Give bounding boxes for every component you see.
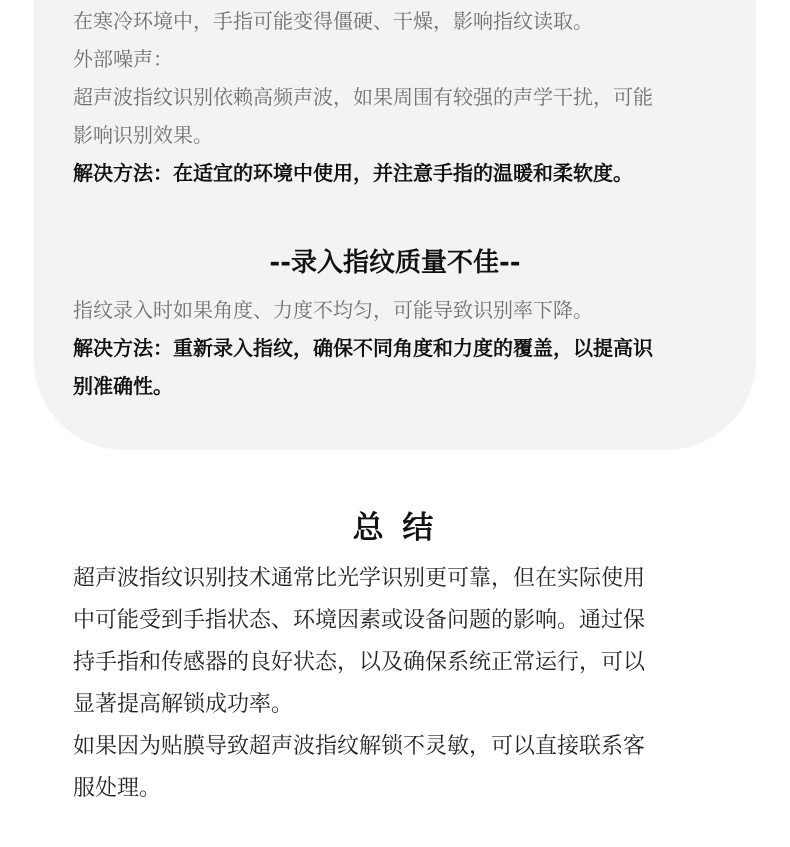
summary-line-3: 持手指和传感器的良好状态，以及确保系统正常运行，可以 — [73, 650, 646, 675]
summary-line-4: 显著提高解锁成功率。 — [73, 692, 294, 717]
noise-description-line-1: 超声波指纹识别依赖高频声波，如果周围有较强的声学干扰，可能 — [73, 85, 653, 109]
cold-environment-text: 在寒冷环境中，手指可能变得僵硬、干燥，影响指纹读取。 — [73, 9, 593, 33]
summary-line-1: 超声波指纹识别技术通常比光学识别更可靠，但在实际使用 — [73, 566, 646, 591]
noise-description-line-2: 影响识别效果。 — [73, 123, 213, 147]
external-noise-label: 外部噪声： — [73, 47, 173, 71]
enrollment-description: 指纹录入时如果角度、力度不均匀，可能导致识别率下降。 — [73, 298, 593, 322]
solution-reenroll-line-1: 解决方法：重新录入指纹，确保不同角度和力度的覆盖，以提高识 — [73, 336, 653, 360]
solution-reenroll-line-2: 别准确性。 — [73, 374, 173, 398]
summary-line-2: 中可能受到手指状态、环境因素或设备问题的影响。通过保 — [73, 608, 646, 633]
solution-environment: 解决方法：在适宜的环境中使用，并注意手指的温暖和柔软度。 — [73, 161, 633, 185]
summary-line-5: 如果因为贴膜导致超声波指纹解锁不灵敏，可以直接联系客 — [73, 734, 646, 759]
section-heading-enrollment-quality: --录入指纹质量不佳-- — [269, 248, 521, 278]
summary-title: 总 结 — [352, 510, 438, 546]
summary-line-6: 服处理。 — [73, 776, 162, 801]
